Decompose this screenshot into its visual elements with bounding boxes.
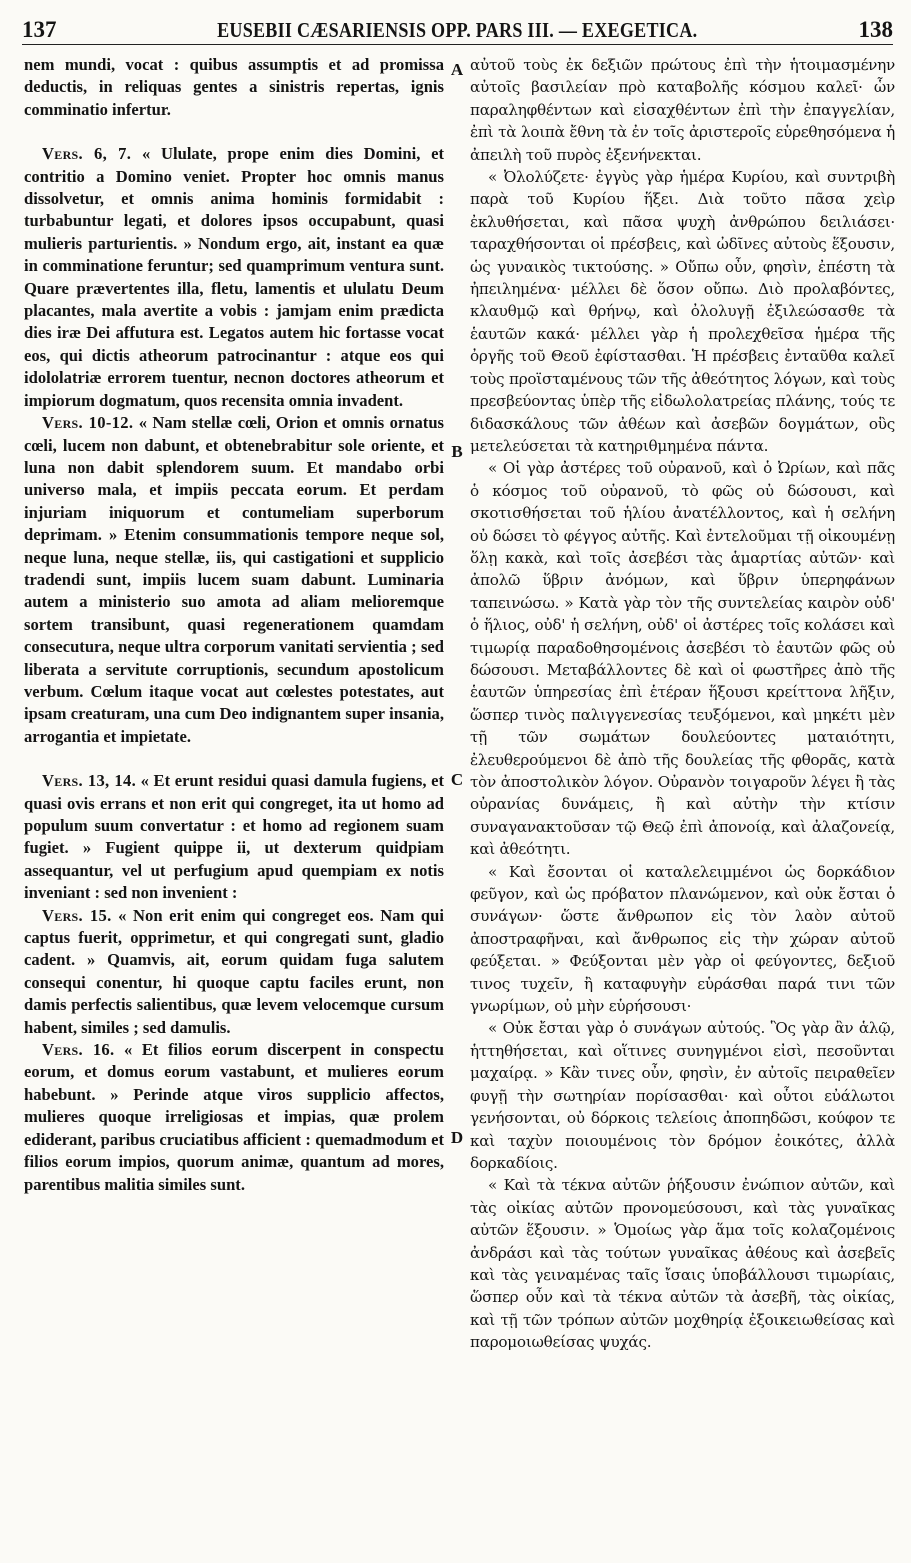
running-header [22, 14, 893, 45]
greek-verse-15: « Οὐκ ἔσται γὰρ ὁ συνάγων αὐτούς. Ὃς γὰρ ἂν ἁλῷ, ἡττηθήσεται, καὶ οἵτινες συνηγμένοι εἰσὶ, πεσοῦνται μαχαίρᾳ. » Κἂν τινες οὖν, φησὶν, ἐν αὐτοῖς πειραθεῖεν φυγῇ τὴν σωτηρίαν πορίσασθαι· καὶ οὗτοι εὐάλωτοι γενήσονται, οὐ δόρκοις τελείοις ἀποπηδῶσι, κούφον τε καὶ ταχὺν ποιουμένοις τὸν δρόμον ἐοικότες, ἀλλὰ δορκαδίοις. [470, 1019, 895, 1172]
margin-mark-c: C [450, 770, 464, 789]
latin-verse-16 [24, 1039, 444, 1196]
verse-text: « Nam stellæ cœli, Orion et omnis ornatus cœli, lucem non dabunt, et obtenebrabitur sole oriente, et luna non dabit splendorem suum. Et mandabo orbi universo mala, et impiis peccata eorum. Et perdam injuriam iniquorum et contumeliam superborum deprimam. » Etenim consummationis tempore neque sol, neque luna, neque stellæ, iis, qui castigationi et supplicio tradendi sunt, impiis lucem suam dabunt. Luminaria autem a ministerio suo amota ad aliam melioremque sortem transibunt, quasi regenerationem quamdam consecutura, neque ultra corporum vanitati servientia ; sed liberata a servitute corruptionis, secundum apostolicum verbum. Cœlum itaque vocat aut cœlestes potestates, aut ipsam creaturam, una cum Deo indignantem super insania, arrogantia et impietate. [24, 413, 444, 746]
verse-label: Vers. 10-12. [42, 413, 134, 433]
verse-label: Vers. 6, 7. [42, 144, 132, 164]
greek-column [470, 54, 895, 1543]
margin-mark-d: D [450, 1128, 464, 1147]
verse-label: Vers. 13, 14. [42, 771, 137, 791]
greek-verse-13-14: « Καὶ ἔσονται οἱ καταλελειμμένοι ὡς δορκάδιον φεῦγον, καὶ ὡς πρόβατον πλανώμενον, καὶ οὐκ ἔσται ὁ συνάγων· ὥστε ἄνθρωπον εἰς τὸν λαὸν αὐτοῦ ἀποστραφῆναι, καὶ ἄνθρωπος εἰς τὴν χώραν αὐτοῦ φεύξεται. » Φεύξονται μὲν γὰρ οἱ φεύγοντες, δεξιοῦ τινος τυχεῖν, ἢ καταφυγὴν εὑράσθαι παρά τινι τῶν γνωρίμων, οὐ μὴν εὑρήσουσι· [470, 862, 895, 1016]
greek-verse-16: « Καὶ τὰ τέκνα αὐτῶν ῥήξουσιν ἐνώπιον αὐτῶν, καὶ τὰς οἰκίας αὐτῶν προνομεύσουσι, καὶ τὰς γυναῖκας αὐτῶν ἕξουσιν. » Ὁμοίως γὰρ ἅμα τοῖς κολαζομένοις ἀνδράσι καὶ τὰς τούτων γυναῖκας ἀθέους καὶ ἀσεβεῖς καὶ τὰς γειναμένας ταῖς ἴσαις ὑποβάλλουσι τιμωρίαις, ὥσπερ οὖν καὶ τὰ τέκνα αὐτῶν τὰ ἀσεβῆ, τὰς οἰκίας, καὶ τῇ τῶν τρόπων αὐτῶν μοχθηρίᾳ ἐξοικειωθείσας καὶ παρομοιωθείσας ψυχάς. [470, 1176, 895, 1352]
latin-verse-15 [24, 905, 444, 1039]
verse-text: « Et filios eorum discerpent in conspectu eorum, et domus eorum vastabunt, et mulieres eorum habebunt. » Perinde atque viros supplicio affectos, mulieres quoque irreligiosas et impias, quæ prolem ediderant, paribus cruciatibus afficient : quemadmodum et filios eorum impios, quorum animæ, quantum ad mores, parentibus malitia similes sunt. [24, 1040, 444, 1194]
latin-paragraph: nem mundi, vocat : quibus assumptis et ad promissa deductis, in reliquas gentes a sinistris repertas, ignis comminatio infertur. [24, 55, 444, 119]
latin-column [24, 54, 444, 1543]
verse-text: « Ululate, prope enim dies Domini, et contritio a Domino veniet. Propter hoc omnis manus dissolvetur, et omnis anima hominis formidabit : turbabuntur legati, et dolores ipsos occupabunt, quasi mulieris parturientis. » Nondum ergo, ait, instant ea quæ in comminatione feruntur; sed quamprimum ventura sunt. Quare prævertentes illa, fletu, lamentis et ululatu Deum placantes, mala avertite a vobis : jamjam enim prædicta dies iræ Dei affutura est. Legatos autem hic fortasse vocat eos, qui dictis atheorum patrocinantur : atque eos qui idololatriæ errorem tuentur, necnon doctores atheorum et impiorum dogmatum, quos recensita omnia invadent. [24, 144, 444, 410]
latin-verse-13-14 [24, 770, 444, 904]
latin-verse-6-7 [24, 143, 444, 412]
running-title: EUSEBII CÆSARIENSIS OPP. PARS III. — EXEGETICA. [217, 18, 698, 42]
right-page-number: 138 [858, 17, 893, 42]
verse-label: Vers. 16. [42, 1040, 115, 1060]
greek-verse-10-12: « Οἱ γὰρ ἀστέρες τοῦ οὐρανοῦ, καὶ ὁ Ὠρίων, καὶ πᾶς ὁ κόσμος τοῦ οὐρανοῦ, τὸ φῶς οὐ δώσουσι, καὶ σκοτισθήσεται τοῦ ἡλίου ἀνατέλλοντος, καὶ ἡ σελήνη οὐ δώσει τὸ φέγγος αὐτῆς. Καὶ ἐντελοῦμαι τῇ οἰκουμένῃ ὅλῃ κακὰ, καὶ τοῖς ἀσεβέσι τὰς ἁμαρτίας αὐτῶν· καὶ ἀπολῶ ὕβριν ἀνόμων, καὶ ὕβριν ὑπερηφάνων ταπεινώσω. » Κατὰ γὰρ τὸν τῆς συντελείας καιρὸν οὐδ' ὁ ἥλιος, οὐδ' ἡ σελήνη, οὐδ' οἱ ἀστέρες τοῖς κολάσει καὶ τιμωρίᾳ παραδοθησομένοις ἀσεβέσι τὸ ἑαυτῶν φῶς οὐ δώσουσι. Μεταβάλλοντες δὲ καὶ οἱ φωστῆρες ἀπὸ τῆς ἑαυτῶν ὑπηρεσίας ἐπὶ ἑτέραν ἥξουσι κρείττονα λῆξιν, ὥσπερ τινὸς παλιγγενεσίας τευξόμενοι, καὶ μηκέτι μὲν τῇ τῶν σωμάτων δουλεύοντες ματαιότητι, ἐλευθερούμενοι δὲ ἀπὸ τῆς δουλείας τῆς φθορᾶς, κατὰ τὸν ἀποστολικὸν λόγον. Οὐρανὸν τοιγαροῦν λέγει ἢ τὰς οὐρανίας δυνάμεις, ἢ καὶ αὐτὴν τὴν κτίσιν συναγανακτοῦσαν τῷ Θεῷ ἐπὶ ἀπονοίᾳ, καὶ ἀλαζονείᾳ, καὶ ἀθεότητι. [470, 459, 895, 859]
latin-verse-10-12 [24, 412, 444, 748]
margin-mark-a: A [450, 60, 464, 79]
margin-mark-b: B [451, 442, 463, 461]
verse-label: Vers. 15. [42, 905, 112, 925]
verse-text: « Et erunt residui quasi damula fugiens, et quasi ovis errans et non erit qui congreget, ita ut homo ad populum suum convertatur : et homo ad regionem suam fugiet. » Fugient quippe ii, ut dexterum quidpiam assequantur, vel ut perfugium apud quempiam ex notis inveniant : sed non invenient : [24, 771, 444, 903]
left-page-number: 137 [22, 17, 57, 42]
greek-verse-6-7: « Ὀλολύζετε· ἐγγὺς γὰρ ἡμέρα Κυρίου, καὶ συντριβὴ παρὰ τοῦ Κυρίου ἥξει. Διὰ τοῦτο πᾶσα χεὶρ ἐκλυθήσεται, καὶ πᾶσα ψυχὴ ἀνθρώπου δειλιάσει· ταραχθήσονται οἱ πρέσβεις, καὶ ὠδῖνες αὐτοὺς ἕξουσιν, ὡς γυναικὸς τικτούσης. » Οὔπω οὖν, φησὶν, ἐπέστη τὰ ἠπειλημένα· μέλλει δὲ ὅσον οὔπω. Διὸ προλαβόντες, κλαυθμῷ καὶ θρήνῳ, καὶ ὀλολυγῇ ἐξιλεώσασθε τὰ ἑαυτῶν κακά· μέλλει γὰρ ἡ προλεχθεῖσα ἡμέρα τῆς ὀργῆς τοῦ Θεοῦ ἐφίστασθαι. Ἡ πρέσβεις ἐνταῦθα καλεῖ τοὺς προϊσταμένους τῶν τῆς ἀθεότητος λόγων, καὶ τοὺς πρεσβεύοντας ὑπὲρ τῆς εἰδωλολατρείας πλάνης, τούς τε διδασκάλους τῶν ἀθέων καὶ ἀσεβῶν δογμάτων, οὓς μετελεύσεται τὰ κατηριθμημένα πάντα. [470, 168, 895, 455]
verse-text: « Non erit enim qui congreget eos. Nam qui captus fuerit, opprimetur, et qui congregati sunt, gladio cadent. » Quamvis, ait, eorum quidam fuga salutem consequi conentur, hi quoque captu faciles erunt, non damis perfectis salientibus, quæ levem velocemque cursum habent, similes ; sed damulis. [24, 905, 444, 1037]
greek-paragraph: αὐτοῦ τοὺς ἐκ δεξιῶν πρώτους ἐπὶ τὴν ἡτοιμασμένην αὐτοῖς βασιλείαν πρὸ καταβολῆς κόσμου καλεῖ· ὧν παραληφθέντων καὶ εἰσαχθέντων ἐπὶ τὴν ἐπαγγελίαν, ἐπὶ τὰ λοιπὰ ἔθνη τὰ ἐν τοῖς ἀριστεροῖς εὑρεθησόμενα ἡ ἀπειλὴ τοῦ πυρὸς ἐξενήνεκται. [470, 56, 895, 164]
